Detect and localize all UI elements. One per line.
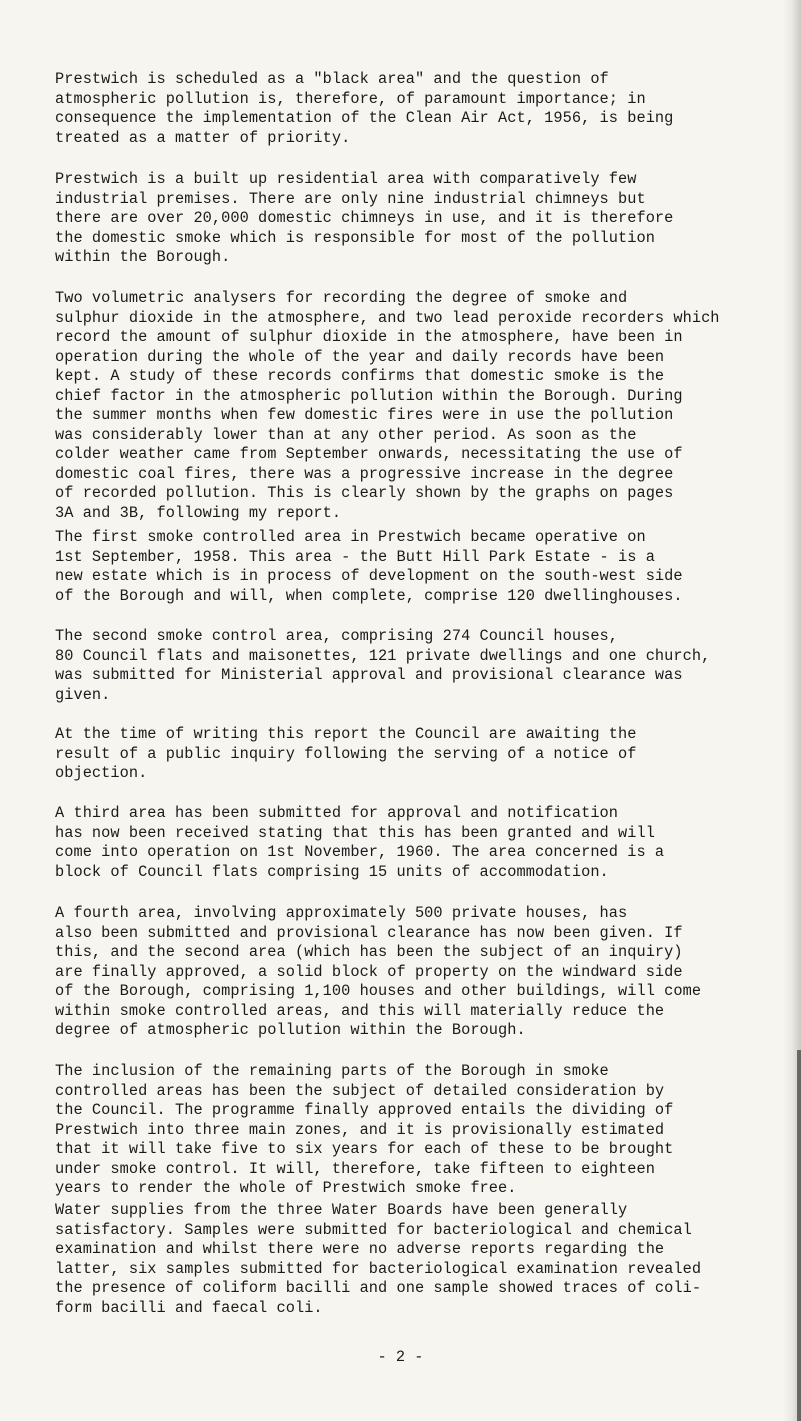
paragraph-second-smoke-area: The second smoke control area, comprising 274 Council houses, 80 Council flats and maisonettes, 121 private dwellings and one church, was submitted for Ministerial approval and provisional clearance was given.	[55, 627, 711, 704]
paragraph-volumetric-analysers: Two volumetric analysers for recording the degree of smoke and sulphur dioxide in the atmosphere, and two lead peroxide recorders which record the amount of sulphur dioxide in the atmosphere, have been in operation during the whole of the year and daily records have been kept. A study of these records confirms that domestic smoke is the chief factor in the atmospheric pollution within the Borough. During the summer months when few domestic fires were in use the pollution was considerably lower than at any other period. As soon as the colder weather came from September onwards, necessitating the use of domestic coal fires, there was a progressive increase in the degree of recorded pollution. This is clearly shown by the graphs on pages 3A and 3B, following my report.	[55, 289, 720, 522]
paragraph-remaining-parts: The inclusion of the remaining parts of the Borough in smoke controlled areas has been the subject of detailed consideration by the Council. The programme finally approved entails the dividing of Prestwich into three main zones, and it is provisionally estimated that it will take five to six years for each of these to be brought under smoke control. It will, therefore, take fifteen to eighteen years to render the whole of Prestwich smoke free.	[55, 1062, 674, 1197]
paragraph-public-inquiry: At the time of writing this report the Council are awaiting the result of a public inquiry following the serving of a notice of objection.	[55, 725, 637, 782]
paragraph-black-area: Prestwich is scheduled as a "black area" and the question of atmospheric pollution is, therefore, of paramount importance; in consequence the implementation of the Clean Air Act, 1956, is being treated as a matter of priority.	[55, 70, 674, 147]
paragraph-fourth-area: A fourth area, involving approximately 500 private houses, has also been submitted and provisional clearance has now been given. If this, and the second area (which has been the subject of an inquiry) are finally approved, a solid block of property on the windward side of the Borough, comprising 1,100 houses and other buildings, will come within smoke controlled areas, and this will materially reduce the degree of atmospheric pollution within the Borough.	[55, 904, 702, 1039]
page-number: - 2 -	[377, 1348, 424, 1366]
paragraph-water-supplies: Water supplies from the three Water Boards have been generally satisfactory. Samples were submitted for bacteriological and chemical examination and whilst there were no adverse reports regarding the latter, six samples submitted for bacteriological examination revealed the presence of coliform bacilli and one sample showed traces of coli- form bacilli and faecal coli.	[55, 1201, 702, 1317]
paragraph-residential-area: Prestwich is a built up residential area with comparatively few industrial premises. There are only nine industrial chimneys but there are over 20,000 domestic chimneys in use, and it is therefore the domestic smoke which is responsible for most of the pollution within the Borough.	[55, 170, 674, 266]
paragraph-third-area: A third area has been submitted for approval and notification has now been received stating that this has been granted and will come into operation on 1st November, 1960. The area concerned is a block of Council flats comprising 15 units of accommodation.	[55, 804, 665, 881]
paragraph-first-smoke-area: The first smoke controlled area in Prestwich became operative on 1st September, 1958. This area - the Butt Hill Park Estate - is a new estate which is in process of development on the south-west side of the Borough and will, when complete, comprise 120 dwellinghouses.	[55, 528, 683, 605]
